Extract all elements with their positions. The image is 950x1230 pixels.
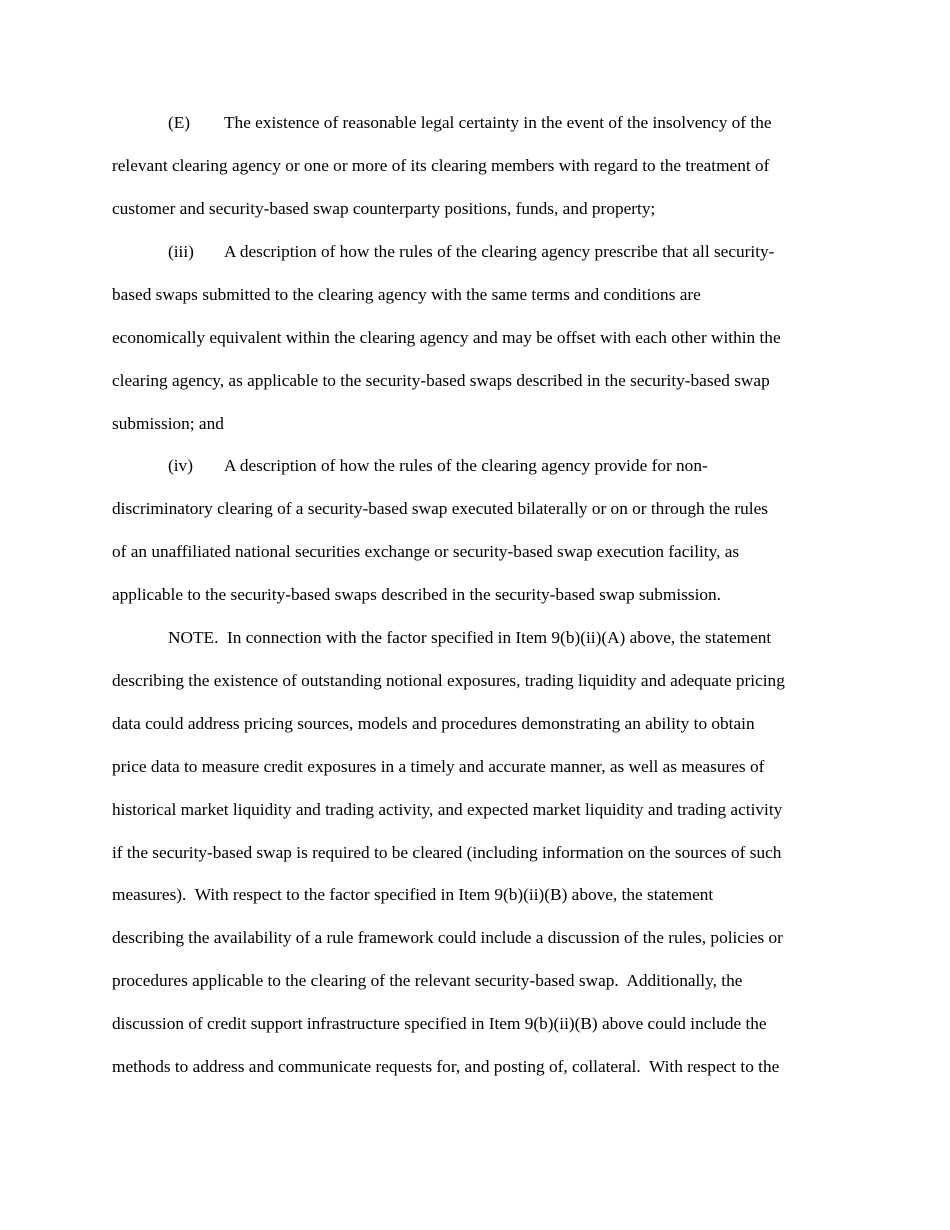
paragraph-label-e: (E) <box>168 113 191 132</box>
note-line: procedures applicable to the clearing of the relevant security-based swap. Additionally, the <box>112 971 743 990</box>
note-line: discussion of credit support infrastructure specified in Item 9(b)(ii)(B) above could include the <box>112 1014 767 1033</box>
note-line: describing the existence of outstanding notional exposures, trading liquidity and adequate pricing <box>112 671 785 690</box>
note-line: methods to address and communicate requests for, and posting of, collateral. With respect to the <box>112 1057 780 1076</box>
paragraph-e-line: relevant clearing agency or one or more of its clearing members with regard to the treatment of <box>112 156 770 175</box>
paragraph-e-line: customer and security-based swap counterparty positions, funds, and property; <box>112 199 656 218</box>
paragraph-iii-line: clearing agency, as applicable to the security-based swaps described in the security-based swap <box>112 371 770 390</box>
paragraph-iv-line: applicable to the security-based swaps described in the security-based swap submission. <box>112 585 722 604</box>
note-line: price data to measure credit exposures in a timely and accurate manner, as well as measures of <box>112 757 765 776</box>
paragraph-iii-line: economically equivalent within the clearing agency and may be offset with each other within the <box>112 328 781 347</box>
note-line: if the security-based swap is required to be cleared (including information on the sources of such <box>112 843 782 862</box>
paragraph-iii-first-line: A description of how the rules of the clearing agency prescribe that all security- <box>224 242 775 261</box>
paragraph-e-first-line: The existence of reasonable legal certainty in the event of the insolvency of the <box>224 113 772 132</box>
note-line: data could address pricing sources, models and procedures demonstrating an ability to obtain <box>112 714 755 733</box>
paragraph-label-iv: (iv) <box>168 456 193 475</box>
note-first-line: NOTE. In connection with the factor specified in Item 9(b)(ii)(A) above, the statement <box>168 628 772 647</box>
paragraph-iv-first-line: A description of how the rules of the clearing agency provide for non- <box>224 456 708 475</box>
note-line: historical market liquidity and trading activity, and expected market liquidity and trading activity <box>112 800 783 819</box>
paragraph-iii-line: based swaps submitted to the clearing agency with the same terms and conditions are <box>112 285 701 304</box>
note-line: measures). With respect to the factor specified in Item 9(b)(ii)(B) above, the statement <box>112 885 714 904</box>
paragraph-iv-line: discriminatory clearing of a security-based swap executed bilaterally or on or through the rules <box>112 499 768 518</box>
paragraph-label-iii: (iii) <box>168 242 194 261</box>
paragraph-iii-line: submission; and <box>112 414 224 433</box>
note-line: describing the availability of a rule framework could include a discussion of the rules, policies or <box>112 928 783 947</box>
paragraph-iv-line: of an unaffiliated national securities exchange or security-based swap execution facility, as <box>112 542 740 561</box>
